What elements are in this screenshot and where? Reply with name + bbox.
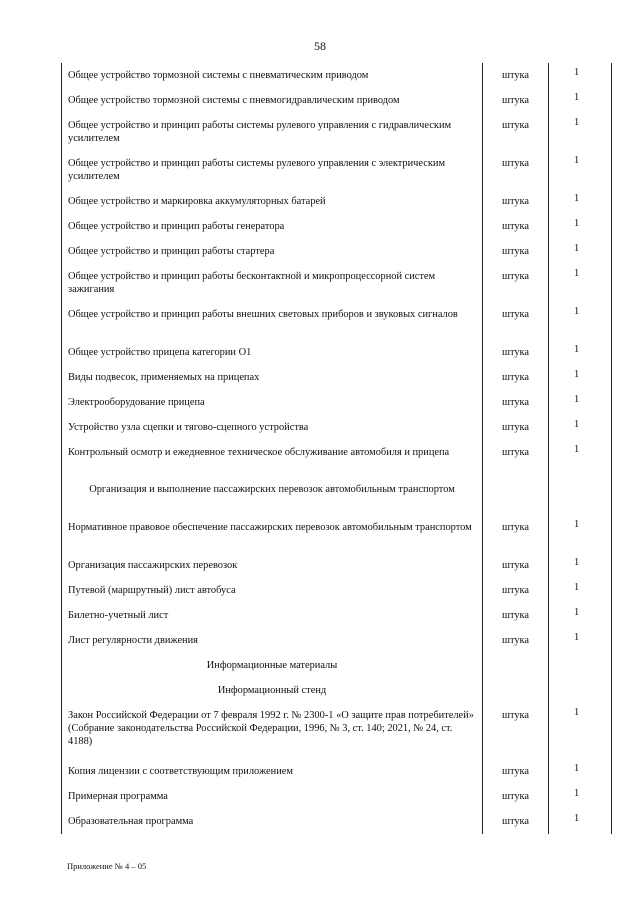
table-row xyxy=(62,340,611,365)
item-name: Общее устройство и принцип работы системы рулевого управления с электрическим усилителем xyxy=(68,158,446,182)
item-quantity: 1 xyxy=(548,239,611,264)
item-name: Нормативное правовое обеспечение пассажирских перевозок автомобильным транспортом xyxy=(68,522,472,533)
table-row xyxy=(62,603,611,628)
item-quantity: 1 xyxy=(548,809,611,834)
item-quantity: 1 xyxy=(548,151,611,189)
item-unit: штука xyxy=(482,415,548,440)
table-row xyxy=(62,628,611,653)
item-unit: штука xyxy=(482,264,548,302)
item-name: Билетно-учетный лист xyxy=(68,610,169,621)
table-row xyxy=(62,264,611,302)
table-row xyxy=(62,703,611,759)
item-name: Закон Российской Федерации от 7 февраля 1992 г. № 2300-1 «О защите прав потребителей» (Собрание законодательства Российской Федерации, 1996, № 3, ст. 140; 2021, № 24, ст. 4188) xyxy=(68,710,474,747)
item-name: Общее устройство и принцип работы системы рулевого управления с гидравлическим усилителем xyxy=(68,120,452,144)
table-row xyxy=(62,88,611,113)
item-quantity: 1 xyxy=(548,440,611,477)
item-name: Копия лицензии с соответствующим приложением xyxy=(68,766,293,777)
item-name: Организация пассажирских перевозок xyxy=(68,560,238,571)
item-quantity: 1 xyxy=(548,703,611,759)
table-row xyxy=(62,151,611,189)
item-unit: штука xyxy=(482,88,548,113)
item-quantity xyxy=(548,653,611,678)
item-name: Образовательная программа xyxy=(68,816,194,827)
section-heading-row xyxy=(62,477,611,515)
item-unit: штука xyxy=(482,703,548,759)
item-quantity xyxy=(548,678,611,703)
item-unit: штука xyxy=(482,239,548,264)
table-row xyxy=(62,214,611,239)
item-unit: штука xyxy=(482,553,548,578)
item-name: Примерная программа xyxy=(68,791,168,802)
item-quantity: 1 xyxy=(548,365,611,390)
table-row xyxy=(62,63,611,88)
section-heading: Организация и выполнение пассажирских перевозок автомобильным транспортом xyxy=(89,484,455,495)
item-unit: штука xyxy=(482,189,548,214)
page-number: 58 xyxy=(314,39,326,53)
item-unit: штука xyxy=(482,809,548,834)
item-unit: штука xyxy=(482,578,548,603)
item-unit: штука xyxy=(482,628,548,653)
item-unit: штука xyxy=(482,784,548,809)
item-quantity: 1 xyxy=(548,759,611,784)
item-name: Контрольный осмотр и ежедневное техническое обслуживание автомобиля и прицепа xyxy=(68,447,450,458)
item-unit: штука xyxy=(482,603,548,628)
item-name: Устройство узла сцепки и тягово-сцепного устройства xyxy=(68,422,309,433)
item-unit: штука xyxy=(482,63,548,88)
item-quantity: 1 xyxy=(548,515,611,553)
table-row xyxy=(62,113,611,151)
item-quantity: 1 xyxy=(548,63,611,88)
item-name: Общее устройство тормозной системы с пневмогидравлическим приводом xyxy=(68,95,400,106)
item-quantity: 1 xyxy=(548,603,611,628)
item-unit xyxy=(482,653,548,678)
item-name: Путевой (маршрутный) лист автобуса xyxy=(68,585,236,596)
item-unit xyxy=(482,678,548,703)
table-row xyxy=(62,809,611,834)
item-quantity xyxy=(548,477,611,515)
item-quantity: 1 xyxy=(548,189,611,214)
item-quantity: 1 xyxy=(548,88,611,113)
item-name: Общее устройство и принцип работы бесконтактной и микропроцессорной систем зажигания xyxy=(68,271,436,295)
item-unit: штука xyxy=(482,515,548,553)
item-unit: штука xyxy=(482,365,548,390)
table-row xyxy=(62,553,611,578)
item-name: Общее устройство и маркировка аккумуляторных батарей xyxy=(68,196,326,207)
section-heading: Информационный стенд xyxy=(217,685,327,696)
table-row xyxy=(62,390,611,415)
section-heading-row xyxy=(62,678,611,703)
item-unit: штука xyxy=(482,214,548,239)
item-quantity: 1 xyxy=(548,784,611,809)
item-quantity: 1 xyxy=(548,628,611,653)
item-unit: штука xyxy=(482,440,548,477)
item-name: Общее устройство и принцип работы генератора xyxy=(68,221,285,232)
table-row xyxy=(62,578,611,603)
table-row xyxy=(62,415,611,440)
table-row xyxy=(62,515,611,553)
table-row xyxy=(62,302,611,340)
table-row xyxy=(62,759,611,784)
table-row xyxy=(62,239,611,264)
section-heading: Информационные материалы xyxy=(206,660,338,671)
item-quantity: 1 xyxy=(548,578,611,603)
item-name: Лист регулярности движения xyxy=(68,635,198,646)
item-quantity: 1 xyxy=(548,340,611,365)
item-quantity: 1 xyxy=(548,302,611,340)
table-row xyxy=(62,189,611,214)
item-unit: штука xyxy=(482,390,548,415)
item-quantity: 1 xyxy=(548,214,611,239)
item-quantity: 1 xyxy=(548,553,611,578)
item-name: Общее устройство и принцип работы стартера xyxy=(68,246,275,257)
equipment-table xyxy=(61,63,612,834)
item-unit xyxy=(482,477,548,515)
table-row xyxy=(62,365,611,390)
item-name: Общее устройство тормозной системы с пневматическим приводом xyxy=(68,70,369,81)
item-name: Общее устройство и принцип работы внешних световых приборов и звуковых сигналов xyxy=(68,309,458,320)
item-quantity: 1 xyxy=(548,113,611,151)
item-name: Электрооборудование прицепа xyxy=(68,397,205,408)
section-heading-row xyxy=(62,653,611,678)
item-quantity: 1 xyxy=(548,390,611,415)
table-row xyxy=(62,784,611,809)
table-row xyxy=(62,440,611,477)
item-quantity: 1 xyxy=(548,264,611,302)
item-unit: штука xyxy=(482,151,548,189)
item-unit: штука xyxy=(482,302,548,340)
item-unit: штука xyxy=(482,113,548,151)
item-quantity: 1 xyxy=(548,415,611,440)
item-unit: штука xyxy=(482,340,548,365)
item-unit: штука xyxy=(482,759,548,784)
item-name: Общее устройство прицепа категории О1 xyxy=(68,347,252,358)
item-name: Виды подвесок, применяемых на прицепах xyxy=(68,372,260,383)
footer-note: Приложение № 4 – 05 xyxy=(67,861,147,871)
